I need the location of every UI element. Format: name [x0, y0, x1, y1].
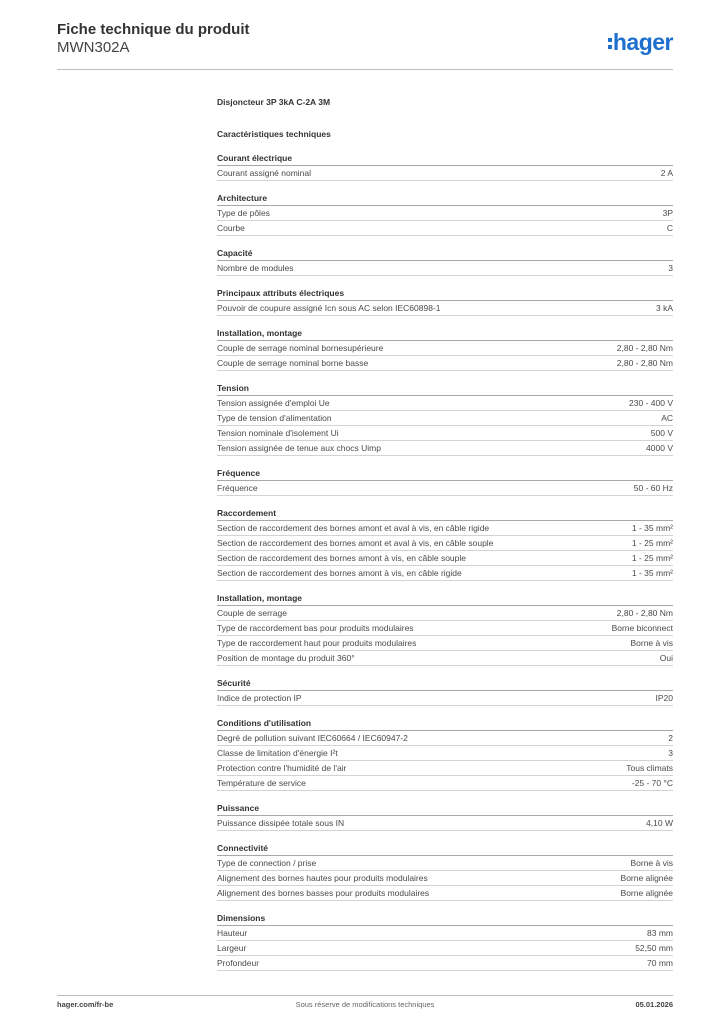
spec-row — [217, 691, 673, 706]
spec-label: Type de pôles — [217, 208, 270, 218]
document-title: Fiche technique du produit — [57, 21, 250, 38]
spec-value: 2,80 - 2,80 Nm — [616, 358, 673, 368]
spec-value: Borne à vis — [630, 858, 673, 868]
group-title: Tension — [217, 381, 673, 396]
spec-label: Couple de serrage — [217, 608, 287, 618]
spec-value: 3 — [668, 263, 673, 273]
spec-value: 3 — [668, 748, 673, 758]
spec-value: 1 - 35 mm² — [631, 568, 673, 578]
spec-sheet — [217, 95, 673, 971]
spec-groups — [217, 151, 673, 971]
group-title: Fréquence — [217, 466, 673, 481]
spec-row — [217, 651, 673, 666]
spec-row — [217, 301, 673, 316]
group-spacer — [217, 276, 673, 286]
spec-label: Fréquence — [217, 483, 258, 493]
spec-label: Section de raccordement des bornes amont à vis, en câble souple — [217, 553, 467, 563]
spec-row — [217, 731, 673, 746]
spec-label: Tension assignée d'emploi Ue — [217, 398, 330, 408]
spec-row — [217, 356, 673, 371]
spec-group — [217, 191, 673, 236]
spec-label: Protection contre l'humidité de l'air — [217, 763, 347, 773]
spec-label: Alignement des bornes basses pour produits modulaires — [217, 888, 430, 898]
footer-date: 05.01.2026 — [635, 1000, 673, 1009]
spec-value: 83 mm — [647, 928, 673, 938]
group-title: Architecture — [217, 191, 673, 206]
spec-row — [217, 776, 673, 791]
group-spacer — [217, 581, 673, 591]
spec-label: Largeur — [217, 943, 247, 953]
group-title: Conditions d'utilisation — [217, 716, 673, 731]
page-header — [57, 21, 673, 70]
spec-row — [217, 341, 673, 356]
spec-row — [217, 606, 673, 621]
group-title: Sécurité — [217, 676, 673, 691]
section-caption: Caractéristiques techniques — [217, 129, 331, 139]
spec-value: C — [666, 223, 673, 233]
group-title: Capacité — [217, 246, 673, 261]
spec-label: Indice de protection IP — [217, 693, 302, 703]
spec-group — [217, 841, 673, 901]
spec-row — [217, 621, 673, 636]
spec-label: Section de raccordement des bornes amont à vis, en câble rigide — [217, 568, 462, 578]
spec-label: Type de connection / prise — [217, 858, 317, 868]
spec-row — [217, 761, 673, 776]
spec-label: Courbe — [217, 223, 245, 233]
spec-row — [217, 426, 673, 441]
spec-value: IP20 — [655, 693, 673, 703]
spec-value: 70 mm — [647, 958, 673, 968]
logo-dot-bottom — [608, 45, 612, 49]
spec-row — [217, 441, 673, 456]
spec-row — [217, 481, 673, 496]
spec-value: 1 - 25 mm² — [631, 553, 673, 563]
spec-label: Alignement des bornes hautes pour produits modulaires — [217, 873, 428, 883]
group-spacer — [217, 666, 673, 676]
spec-value: 50 - 60 Hz — [633, 483, 673, 493]
spec-value: Borne biconnect — [611, 623, 673, 633]
group-spacer — [217, 496, 673, 506]
spec-value: Borne alignée — [620, 888, 673, 898]
spec-value: 1 - 35 mm² — [631, 523, 673, 533]
spec-label: Tension nominale d'isolement Ui — [217, 428, 339, 438]
group-spacer — [217, 706, 673, 716]
spec-row — [217, 551, 673, 566]
group-title: Puissance — [217, 801, 673, 816]
spec-label: Pouvoir de coupure assigné Icn sous AC selon IEC60898-1 — [217, 303, 441, 313]
spec-label: Couple de serrage nominal bornesupérieure — [217, 343, 384, 353]
footer-website: hager.com/fr-be — [57, 1000, 114, 1009]
spec-row — [217, 956, 673, 971]
logo-wordmark: hager — [612, 29, 673, 55]
spec-value: Borne à vis — [630, 638, 673, 648]
spec-value: Borne alignée — [620, 873, 673, 883]
spec-group — [217, 381, 673, 456]
spec-row — [217, 886, 673, 901]
spec-group — [217, 801, 673, 831]
spec-label: Température de service — [217, 778, 306, 788]
spec-row — [217, 871, 673, 886]
spec-value: Oui — [659, 653, 673, 663]
spec-value: 3 kA — [655, 303, 673, 313]
spec-label: Nombre de modules — [217, 263, 294, 273]
spec-label: Section de raccordement des bornes amont et aval à vis, en câble souple — [217, 538, 494, 548]
spec-row — [217, 221, 673, 236]
spec-group — [217, 326, 673, 371]
spec-value: -25 - 70 °C — [631, 778, 673, 788]
spec-group — [217, 591, 673, 666]
group-title: Dimensions — [217, 911, 673, 926]
spec-row — [217, 521, 673, 536]
spec-value: Tous climats — [626, 763, 673, 773]
group-spacer — [217, 831, 673, 841]
spec-group — [217, 716, 673, 791]
group-spacer — [217, 371, 673, 381]
spec-label: Tension assignée de tenue aux chocs Uimp — [217, 443, 381, 453]
spec-group — [217, 151, 673, 181]
spec-value: 4000 V — [646, 443, 673, 453]
spec-group — [217, 911, 673, 971]
spec-row — [217, 856, 673, 871]
spec-value: 2 — [668, 733, 673, 743]
spec-label: Courant assigné nominal — [217, 168, 312, 178]
spec-row — [217, 261, 673, 276]
spec-row — [217, 746, 673, 761]
spec-label: Profondeur — [217, 958, 260, 968]
spec-row — [217, 941, 673, 956]
spec-row — [217, 411, 673, 426]
spec-row — [217, 166, 673, 181]
spec-label: Section de raccordement des bornes amont et aval à vis, en câble rigide — [217, 523, 490, 533]
spec-value: 1 - 25 mm² — [631, 538, 673, 548]
group-title: Principaux attributs électriques — [217, 286, 673, 301]
group-spacer — [217, 316, 673, 326]
group-spacer — [217, 181, 673, 191]
spec-row — [217, 926, 673, 941]
spec-value: 2 A — [660, 168, 673, 178]
spec-value: 2,80 - 2,80 Nm — [616, 608, 673, 618]
logo-dot-top — [608, 38, 612, 42]
group-title: Courant électrique — [217, 151, 673, 166]
group-title: Connectivité — [217, 841, 673, 856]
group-title: Installation, montage — [217, 591, 673, 606]
spec-label: Hauteur — [217, 928, 248, 938]
spec-group — [217, 246, 673, 276]
spec-label: Puissance dissipée totale sous IN — [217, 818, 345, 828]
spec-value: 52,50 mm — [635, 943, 673, 953]
group-spacer — [217, 236, 673, 246]
spec-label: Type de raccordement haut pour produits modulaires — [217, 638, 417, 648]
spec-label: Type de raccordement bas pour produits modulaires — [217, 623, 414, 633]
footer-disclaimer: Sous réserve de modifications techniques — [295, 1000, 435, 1009]
product-name: Disjoncteur 3P 3kA C-2A 3M — [217, 97, 331, 107]
spec-value: 3P — [662, 208, 673, 218]
spec-group — [217, 466, 673, 496]
spec-value: 4,10 W — [646, 818, 673, 828]
spec-row — [217, 816, 673, 831]
spec-group — [217, 506, 673, 581]
group-spacer — [217, 456, 673, 466]
spec-label: Classe de limitation d'énergie I²t — [217, 748, 338, 758]
group-spacer — [217, 791, 673, 801]
group-title: Raccordement — [217, 506, 673, 521]
spec-group — [217, 286, 673, 316]
spec-value: 230 - 400 V — [629, 398, 673, 408]
spec-value: 2,80 - 2,80 Nm — [616, 343, 673, 353]
spec-row — [217, 206, 673, 221]
product-reference: MWN302A — [57, 39, 130, 56]
page-footer — [57, 995, 673, 1013]
spec-row — [217, 636, 673, 651]
logo-colon-icon — [608, 38, 612, 49]
spec-value: AC — [661, 413, 673, 423]
hager-logo — [608, 29, 673, 55]
spec-label: Type de tension d'alimentation — [217, 413, 332, 423]
spec-label: Position de montage du produit 360° — [217, 653, 355, 663]
group-title: Installation, montage — [217, 326, 673, 341]
group-spacer — [217, 901, 673, 911]
spec-value: 500 V — [650, 428, 673, 438]
spec-row — [217, 566, 673, 581]
spec-label: Couple de serrage nominal borne basse — [217, 358, 369, 368]
spec-label: Degré de pollution suivant IEC60664 / IEC60947-2 — [217, 733, 408, 743]
spec-group — [217, 676, 673, 706]
spec-row — [217, 536, 673, 551]
spec-row — [217, 396, 673, 411]
